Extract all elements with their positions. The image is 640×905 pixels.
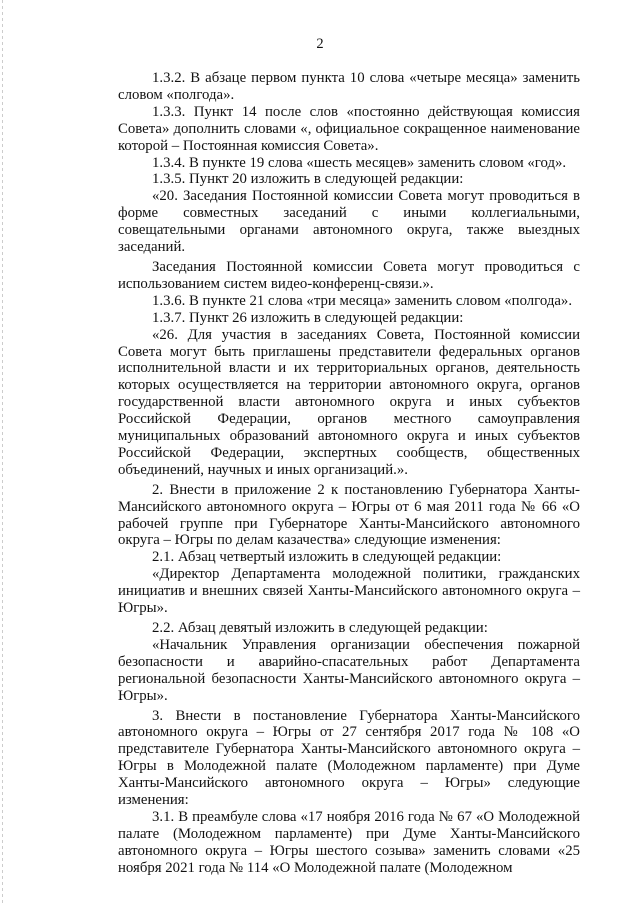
paragraph: 2. Внести в приложение 2 к постановлению Губернатора Ханты-Мансийского автономного округа – Югры от 6 мая 2011 года № 66 «О рабочей группе при Губернаторе Ханты-Мансийского автономного округа – Югры по делам казачества» следующие изменения: xyxy=(118,481,580,549)
paragraph: «20. Заседания Постоянной комиссии Совета могут проводиться в форме совместных заседаний с иными коллегиальными, совещательными органами автономного округа, также выездных заседаний. xyxy=(118,188,580,256)
document-body xyxy=(118,70,580,877)
paragraph: 2.1. Абзац четвертый изложить в следующей редакции: xyxy=(152,549,502,566)
paragraph: Заседания Постоянной комиссии Совета могут проводиться с использованием систем видео-конференц-связи.». xyxy=(118,258,580,292)
paragraph: «Директор Департамента молодежной политики, гражданских инициатив и внешних связей Ханты-Мансийского автономного округа – Югры». xyxy=(118,566,580,617)
page-edge-line xyxy=(2,0,3,905)
paragraph: 3.1. В преамбуле слова «17 ноября 2016 года № 67 «О Молодежной палате (Молодежном парламенте) при Думе Ханты-Мансийского автономного округа – Югры шестого созыва» заменить словами «25 ноября 2021 года № 114 «О Молодежной палате (Молодежном xyxy=(118,808,580,876)
page-number: 2 xyxy=(316,36,324,52)
paragraph: 1.3.7. Пункт 26 изложить в следующей редакции: xyxy=(152,309,464,326)
paragraph: 1.3.6. В пункте 21 слова «три месяца» заменить словом «полгода». xyxy=(152,292,573,309)
paragraph: 1.3.5. Пункт 20 изложить в следующей редакции: xyxy=(152,171,464,188)
paragraph: «Начальник Управления организации обеспечения пожарной безопасности и аварийно-спасательных работ Департамента региональной безопасности Ханты-Мансийского автономного округа – Югры». xyxy=(118,636,580,704)
paragraph: 1.3.3. Пункт 14 после слов «постоянно действующая комиссия Совета» дополнить словами «, официальное сокращенное наименование которой – Постоянная комиссия Совета». xyxy=(118,103,580,154)
paragraph: 3. Внести в постановление Губернатора Ханты-Мансийского автономного округа – Югры от 27 сентября 2017 года № 108 «О представителе Губернатора Ханты-Мансийского автономного округа – Югры в Молодежной палате (Молодежном парламенте) при Думе Ханты-Мансийского автономного округа – Югры» следующие изменения: xyxy=(118,707,580,809)
paragraph: 2.2. Абзац девятый изложить в следующей редакции: xyxy=(152,620,488,636)
paragraph: «26. Для участия в заседаниях Совета, Постоянной комиссии Совета могут быть приглашены представители федеральных органов исполнительной власти и их территориальных органов, деятельность которых осуществляется на территории автономного округа, органов государственной власти автономного округа и иных субъектов Российской Федерации, органов местного самоуправления муниципальных образований автономного округа и иных субъектов Российской Федерации, экспертных сообществ, общественных объединений, научных и иных организаций.». xyxy=(118,326,580,478)
paragraph: 1.3.4. В пункте 19 слова «шесть месяцев» заменить словом «год». xyxy=(152,154,567,171)
paragraph: 1.3.2. В абзаце первом пункта 10 слова «четыре месяца» заменить словом «полгода». xyxy=(118,70,580,103)
